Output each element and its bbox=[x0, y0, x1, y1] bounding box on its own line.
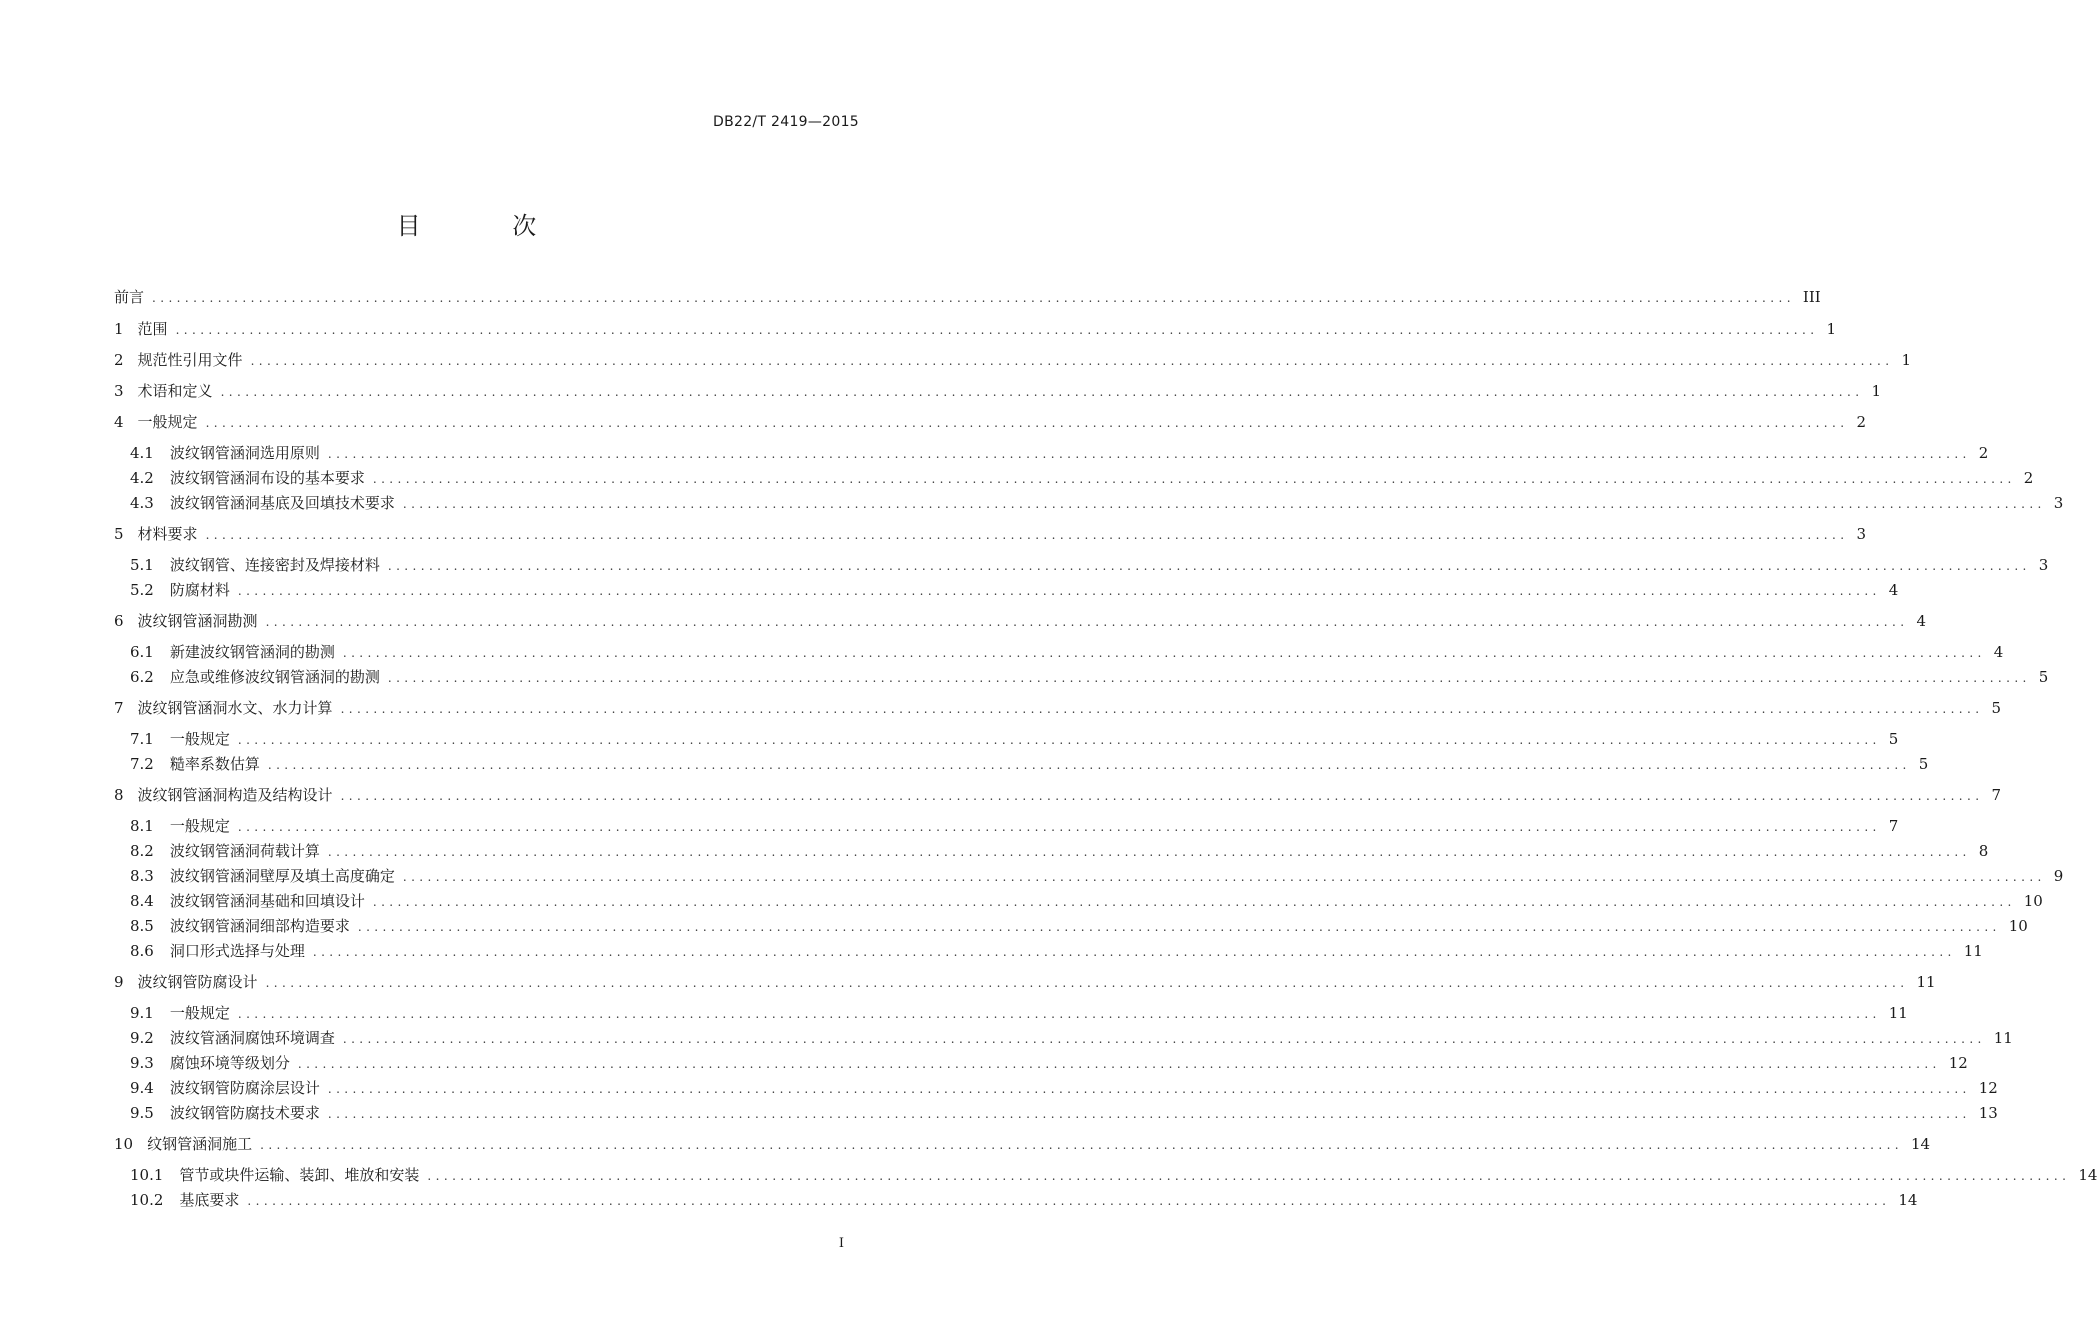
toc-entry-number: 4.1 bbox=[130, 444, 154, 462]
toc-entry-label: 一般规定 bbox=[169, 817, 230, 835]
toc-entry-number: 10.1 bbox=[130, 1166, 164, 1184]
toc-entry-label: 纹钢管涵洞施工 bbox=[147, 1135, 253, 1153]
toc-entry-page: 14 bbox=[2078, 1166, 2097, 1184]
toc-leader-dots: ........................................................................................................................................................................................................ bbox=[427, 1169, 2071, 1183]
toc-entry-label: 波纹钢管防腐设计 bbox=[137, 973, 258, 991]
toc-entry-page: 14 bbox=[1898, 1191, 1918, 1209]
toc-entry-number: 7.2 bbox=[130, 755, 154, 773]
toc-leader-dots: ........................................................................................................................................................................................................ bbox=[340, 702, 1984, 716]
toc-entry-label: 波纹钢管涵洞荷载计算 bbox=[169, 842, 320, 860]
toc-entry[interactable] bbox=[130, 840, 1989, 862]
toc-entry-page: 13 bbox=[1978, 1104, 1998, 1122]
toc-entry-page: 1 bbox=[1871, 382, 1881, 400]
toc-entry-number: 9.2 bbox=[130, 1029, 154, 1047]
toc-entry-page: 12 bbox=[1978, 1079, 1998, 1097]
toc-entry-label: 术语和定义 bbox=[137, 382, 213, 400]
toc-entry-label: 腐蚀环境等级划分 bbox=[169, 1054, 290, 1072]
toc-entry-label: 管节或块件运输、装卸、堆放和安装 bbox=[179, 1166, 420, 1184]
toc-entry-number: 9.5 bbox=[130, 1104, 154, 1122]
toc-entry[interactable] bbox=[114, 1133, 1931, 1155]
toc-entry[interactable] bbox=[114, 286, 1821, 308]
toc-entry-page: 11 bbox=[1916, 973, 1936, 991]
toc-leader-dots: ........................................................................................................................................................................................................ bbox=[402, 870, 2046, 884]
toc-entry-page: 5 bbox=[1991, 699, 2001, 717]
toc-entry-label: 前言 bbox=[114, 288, 145, 306]
toc-entry-number: 5.2 bbox=[130, 581, 154, 599]
toc-entry[interactable] bbox=[130, 492, 2064, 514]
toc-leader-dots: ........................................................................................................................................................................................................ bbox=[260, 1138, 1903, 1152]
toc-entry-page: 1 bbox=[1826, 320, 1836, 338]
toc-entry-label: 一般规定 bbox=[169, 1004, 230, 1022]
toc-entry[interactable] bbox=[130, 728, 1899, 750]
toc-entry[interactable] bbox=[130, 865, 2064, 887]
toc-leader-dots: ........................................................................................................................................................................................................ bbox=[312, 945, 1956, 959]
toc-leader-dots: ........................................................................................................................................................................................................ bbox=[297, 1057, 1941, 1071]
toc-entry-label: 一般规定 bbox=[137, 413, 198, 431]
toc-entry-number: 7 bbox=[114, 699, 124, 717]
toc-entry-label: 波纹钢管防腐技术要求 bbox=[169, 1104, 320, 1122]
toc-entry-label: 防腐材料 bbox=[169, 581, 230, 599]
toc-entry[interactable] bbox=[130, 641, 2004, 663]
toc-entry-number: 8.4 bbox=[130, 892, 154, 910]
toc-entry-page: 9 bbox=[2053, 867, 2064, 885]
toc-entry-label: 基底要求 bbox=[179, 1191, 240, 1209]
toc-entry-label: 波纹管涵洞腐蚀环境调查 bbox=[169, 1029, 335, 1047]
toc-entry-label: 波纹钢管涵洞基底及回填技术要求 bbox=[169, 494, 395, 512]
toc-entry[interactable] bbox=[130, 579, 1899, 601]
toc-leader-dots: ........................................................................................................................................................................................................ bbox=[387, 671, 2031, 685]
toc-leader-dots: ........................................................................................................................................................................................................ bbox=[402, 497, 2046, 511]
toc-entry-label: 应急或维修波纹钢管涵洞的勘测 bbox=[169, 668, 380, 686]
toc-entry-number: 9.3 bbox=[130, 1054, 154, 1072]
toc-entry[interactable] bbox=[130, 753, 1929, 775]
toc-leader-dots: ........................................................................................................................................................................................................ bbox=[340, 789, 1984, 803]
toc-entry[interactable] bbox=[130, 1102, 1998, 1124]
toc-leader-dots: ........................................................................................................................................................................................................ bbox=[205, 416, 1849, 430]
toc-entry-number: 4.2 bbox=[130, 469, 154, 487]
toc-leader-dots: ........................................................................................................................................................................................................ bbox=[387, 559, 2031, 573]
toc-entry-label: 洞口形式选择与处理 bbox=[169, 942, 305, 960]
toc-entry-page: 2 bbox=[1856, 413, 1866, 431]
toc-entry-page: 3 bbox=[2038, 556, 2049, 574]
toc-leader-dots: ........................................................................................................................................................................................................ bbox=[342, 646, 1986, 660]
toc-leader-dots: ........................................................................................................................................................................................................ bbox=[327, 845, 1971, 859]
toc-leader-dots: ........................................................................................................................................................................................................ bbox=[237, 584, 1881, 598]
toc-entry[interactable] bbox=[130, 940, 1983, 962]
toc-entry-number: 6 bbox=[114, 612, 124, 630]
toc-entry-label: 规范性引用文件 bbox=[137, 351, 243, 369]
toc-entry-page: 5 bbox=[1918, 755, 1929, 773]
toc-entry[interactable] bbox=[130, 554, 2049, 576]
toc-entry[interactable] bbox=[130, 890, 2043, 912]
toc-leader-dots: ........................................................................................................................................................................................................ bbox=[237, 1007, 1881, 1021]
toc-entry[interactable] bbox=[130, 1002, 1908, 1024]
toc-entry-page: 7 bbox=[1991, 786, 2001, 804]
toc-entry-number: 10.2 bbox=[130, 1191, 164, 1209]
toc-entry-number: 8.3 bbox=[130, 867, 154, 885]
toc-entry-number: 8.1 bbox=[130, 817, 154, 835]
toc-leader-dots: ........................................................................................................................................................................................................ bbox=[265, 976, 1909, 990]
toc-entry-label: 波纹钢管、连接密封及焊接材料 bbox=[169, 556, 380, 574]
toc-entry-number: 8.6 bbox=[130, 942, 154, 960]
toc-entry-label: 材料要求 bbox=[137, 525, 198, 543]
toc-entry-number: 5 bbox=[114, 525, 124, 543]
toc-entry[interactable] bbox=[114, 411, 1866, 433]
toc-entry-label: 范围 bbox=[137, 320, 168, 338]
toc-entry[interactable] bbox=[130, 666, 2049, 688]
toc-entry-page: 4 bbox=[1888, 581, 1899, 599]
toc-leader-dots: ........................................................................................................................................................................................................ bbox=[327, 447, 1971, 461]
toc-entry-page: 2 bbox=[2023, 469, 2034, 487]
toc-entry-number: 10 bbox=[114, 1135, 134, 1153]
toc-entry-number: 3 bbox=[114, 382, 124, 400]
toc-entry-number: 8 bbox=[114, 786, 124, 804]
toc-entry[interactable] bbox=[130, 442, 1989, 464]
toc-leader-dots: ........................................................................................................................................................................................................ bbox=[152, 291, 1795, 305]
toc-entry-label: 波纹钢管涵洞壁厚及填土高度确定 bbox=[169, 867, 395, 885]
toc-entry-page: 4 bbox=[1916, 612, 1926, 630]
toc-entry-number: 9.1 bbox=[130, 1004, 154, 1022]
toc-leader-dots: ........................................................................................................................................................................................................ bbox=[237, 733, 1881, 747]
toc-leader-dots: ........................................................................................................................................................................................................ bbox=[327, 1107, 1971, 1121]
toc-entry[interactable] bbox=[114, 380, 1881, 402]
toc-entry-page: 14 bbox=[1911, 1135, 1931, 1153]
toc-entry-page: 8 bbox=[1978, 842, 1989, 860]
toc-entry[interactable] bbox=[130, 467, 2034, 489]
toc-entry-number: 6.2 bbox=[130, 668, 154, 686]
toc-entry-number: 9.4 bbox=[130, 1079, 154, 1097]
toc-leader-dots: ........................................................................................................................................................................................................ bbox=[175, 323, 1819, 337]
toc-entry[interactable] bbox=[114, 610, 1926, 632]
toc-entry-page: 11 bbox=[1993, 1029, 2013, 1047]
toc-entry-page: 12 bbox=[1948, 1054, 1968, 1072]
toc-leader-dots: ........................................................................................................................................................................................................ bbox=[265, 615, 1909, 629]
toc-leader-dots: ........................................................................................................................................................................................................ bbox=[250, 354, 1894, 368]
toc-entry-number: 8.5 bbox=[130, 917, 154, 935]
toc-entry-label: 波纹钢管涵洞水文、水力计算 bbox=[137, 699, 333, 717]
toc-leader-dots: ........................................................................................................................................................................................................ bbox=[220, 385, 1864, 399]
toc-entry-number: 8.2 bbox=[130, 842, 154, 860]
toc-leader-dots: ........................................................................................................................................................................................................ bbox=[247, 1194, 1891, 1208]
toc-entry-label: 波纹钢管涵洞构造及结构设计 bbox=[137, 786, 333, 804]
toc-entry[interactable] bbox=[130, 1077, 1998, 1099]
toc-leader-dots: ........................................................................................................................................................................................................ bbox=[205, 528, 1849, 542]
toc-entry-number: 4 bbox=[114, 413, 124, 431]
toc-entry[interactable] bbox=[130, 1052, 1968, 1074]
toc-entry[interactable] bbox=[130, 915, 2028, 937]
toc-entry-label: 一般规定 bbox=[169, 730, 230, 748]
toc-entry-number: 6.1 bbox=[130, 643, 154, 661]
toc-entry-page: 2 bbox=[1978, 444, 1989, 462]
toc-leader-dots: ........................................................................................................................................................................................................ bbox=[237, 820, 1881, 834]
toc-entry-page: 5 bbox=[2038, 668, 2049, 686]
toc-leader-dots: ........................................................................................................................................................................................................ bbox=[342, 1032, 1986, 1046]
toc-entry-page: 3 bbox=[1856, 525, 1866, 543]
toc-entry-label: 波纹钢管涵洞布设的基本要求 bbox=[169, 469, 365, 487]
toc-entry-number: 1 bbox=[114, 320, 124, 338]
toc-entry-label: 新建波纹钢管涵洞的勘测 bbox=[169, 643, 335, 661]
toc-entry-label: 波纹钢管涵洞勘测 bbox=[137, 612, 258, 630]
toc-entry[interactable] bbox=[114, 697, 2001, 719]
toc-entry[interactable] bbox=[130, 1164, 2097, 1186]
toc-leader-dots: ........................................................................................................................................................................................................ bbox=[327, 1082, 1971, 1096]
toc-entry-page: 3 bbox=[2053, 494, 2064, 512]
toc-entry[interactable] bbox=[130, 1027, 2013, 1049]
toc-entry-page: III bbox=[1802, 288, 1821, 306]
toc-entry-number: 2 bbox=[114, 351, 124, 369]
toc-entry[interactable] bbox=[114, 971, 1936, 993]
toc-leader-dots: ........................................................................................................................................................................................................ bbox=[267, 758, 1911, 772]
toc-entry[interactable] bbox=[114, 349, 1911, 371]
page-number: I bbox=[838, 1236, 844, 1251]
toc-leader-dots: ........................................................................................................................................................................................................ bbox=[372, 472, 2016, 486]
standard-code: DB22/T 2419—2015 bbox=[713, 114, 859, 130]
toc-entry-page: 11 bbox=[1888, 1004, 1908, 1022]
toc-entry-page: 5 bbox=[1888, 730, 1899, 748]
toc-entry-label: 波纹钢管涵洞选用原则 bbox=[169, 444, 320, 462]
toc-entry-page: 7 bbox=[1888, 817, 1899, 835]
toc-entry-number: 9 bbox=[114, 973, 124, 991]
page-title: 目 次 bbox=[396, 212, 579, 240]
toc-entry[interactable] bbox=[130, 815, 1899, 837]
toc-entry-page: 4 bbox=[1993, 643, 2004, 661]
toc-entry-number: 7.1 bbox=[130, 730, 154, 748]
toc-entry-label: 波纹钢管防腐涂层设计 bbox=[169, 1079, 320, 1097]
toc-entry-label: 波纹钢管涵洞基础和回填设计 bbox=[169, 892, 365, 910]
toc-entry-label: 波纹钢管涵洞细部构造要求 bbox=[169, 917, 350, 935]
toc-entry-page: 10 bbox=[2023, 892, 2043, 910]
toc-entry-page: 1 bbox=[1901, 351, 1911, 369]
toc-entry[interactable] bbox=[114, 523, 1866, 545]
toc-leader-dots: ........................................................................................................................................................................................................ bbox=[372, 895, 2016, 909]
toc-entry[interactable] bbox=[130, 1189, 1918, 1211]
toc-entry-label: 糙率系数估算 bbox=[169, 755, 260, 773]
toc-entry-number: 5.1 bbox=[130, 556, 154, 574]
toc-entry-page: 11 bbox=[1963, 942, 1983, 960]
toc-entry-page: 10 bbox=[2008, 917, 2028, 935]
toc-entry[interactable] bbox=[114, 784, 2001, 806]
toc-entry[interactable] bbox=[114, 318, 1836, 340]
toc-entry-number: 4.3 bbox=[130, 494, 154, 512]
toc-leader-dots: ........................................................................................................................................................................................................ bbox=[357, 920, 2001, 934]
